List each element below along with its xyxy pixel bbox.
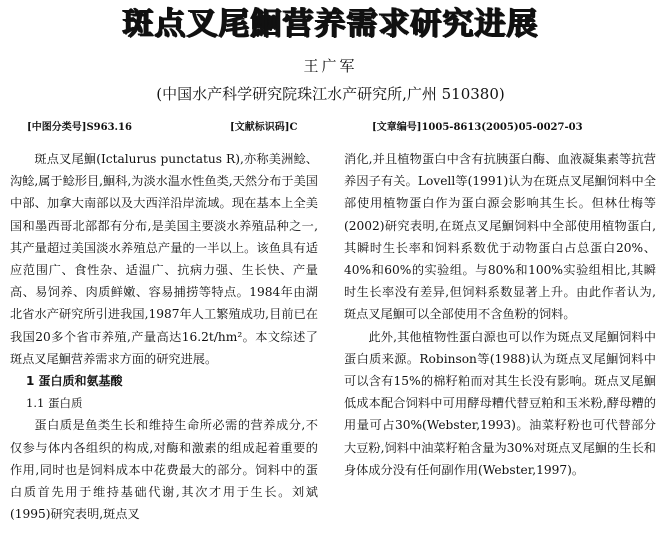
protein-paragraph: 蛋白质是鱼类生长和维持生命所必需的营养成分,不仅参与体内各组织的构成,对酶和激素的组成起着重要的作用,同时也是饲料成本中花费最大的部分。饲料中的蛋白质首先用于维持基础代谢,其次才用于生长。刘斌(1995)研究表明,斑点叉 xyxy=(10,418,318,522)
subsection-heading: 1.1 蛋白质 xyxy=(26,396,83,411)
document-code: [文献标识码]C xyxy=(230,122,298,133)
clc-number: [中图分类号]S963.16 xyxy=(27,122,132,133)
author-affiliation: (中国水产科学研究院珠江水产研究所,广州 510380) xyxy=(156,85,505,103)
article-title: 斑点叉尾鮰营养需求研究进展 xyxy=(122,6,539,42)
author-name: 王广军 xyxy=(303,57,358,75)
left-column xyxy=(10,148,318,525)
section-heading: 1 蛋白质和氨基酸 xyxy=(26,374,123,389)
plant-protein-paragraph: 此外,其他植物性蛋白源也可以作为斑点叉尾鮰饲料中蛋白质来源。Robinson等(1988)认为斑点叉尾鮰饲料中可以含有15%的棉籽粕而对其生长没有影响。斑点叉尾鮰低成本配合饲料中可用酵母糟代替豆粕和玉米粉,酵母糟的用量可占30%(Webster,1993)。油菜籽粉也可代替部分大豆粉,饲料中油菜籽粕含量为30%对斑点叉尾鮰的生长和身体成分没有任何副作用(Webster,1997)。 xyxy=(344,329,656,477)
article-number: [文章编号]1005-8613(2005)05-0027-03 xyxy=(372,122,583,133)
continued-paragraph: 消化,并且植物蛋白中含有抗胰蛋白酶、血液凝集素等抗营养因子有关。Lovell等(1991)认为在斑点叉尾鮰饲料中全部使用植物蛋白作为蛋白源会影响其生长。但林仕梅等(2002)研究表明,在斑点叉尾鮰饲料中全部使用植物蛋白,其瞬时生长率和饲料系数优于动物蛋白占总蛋白20%、40%和60%的实验组。与80%和100%实验组相比,其瞬时生长率没有差异,但饲料系数显著上升。由此作者认为,斑点叉尾鮰可以全部使用不含鱼粉的饲料。 xyxy=(344,152,656,322)
right-column xyxy=(344,148,656,481)
intro-paragraph: 斑点叉尾鮰(Ictalurus punctatus R),亦称美洲鲶、沟鲶,属于鲶形目,鮰科,为淡水温水性鱼类,天然分布于美国中部、加拿大南部以及大西洋沿岸流域。现在基本上全美国和墨西哥北部都有分布,是美国主要淡水养殖品种之一,其产量超过美国淡水养殖总产量的一半以上。该鱼具有适应范围广、食性杂、适温广、抗病力强、生长快、产量高、易饲养、肉质鲜嫩、容易捕捞等特点。1984年由湖北省水产研究所引进我国,1987年人工繁殖成功,目前已在我国20多个省市养殖,产量高达16.2t/hm²。本文综述了斑点叉尾鮰营养需求方面的研究进展。 xyxy=(10,152,318,366)
